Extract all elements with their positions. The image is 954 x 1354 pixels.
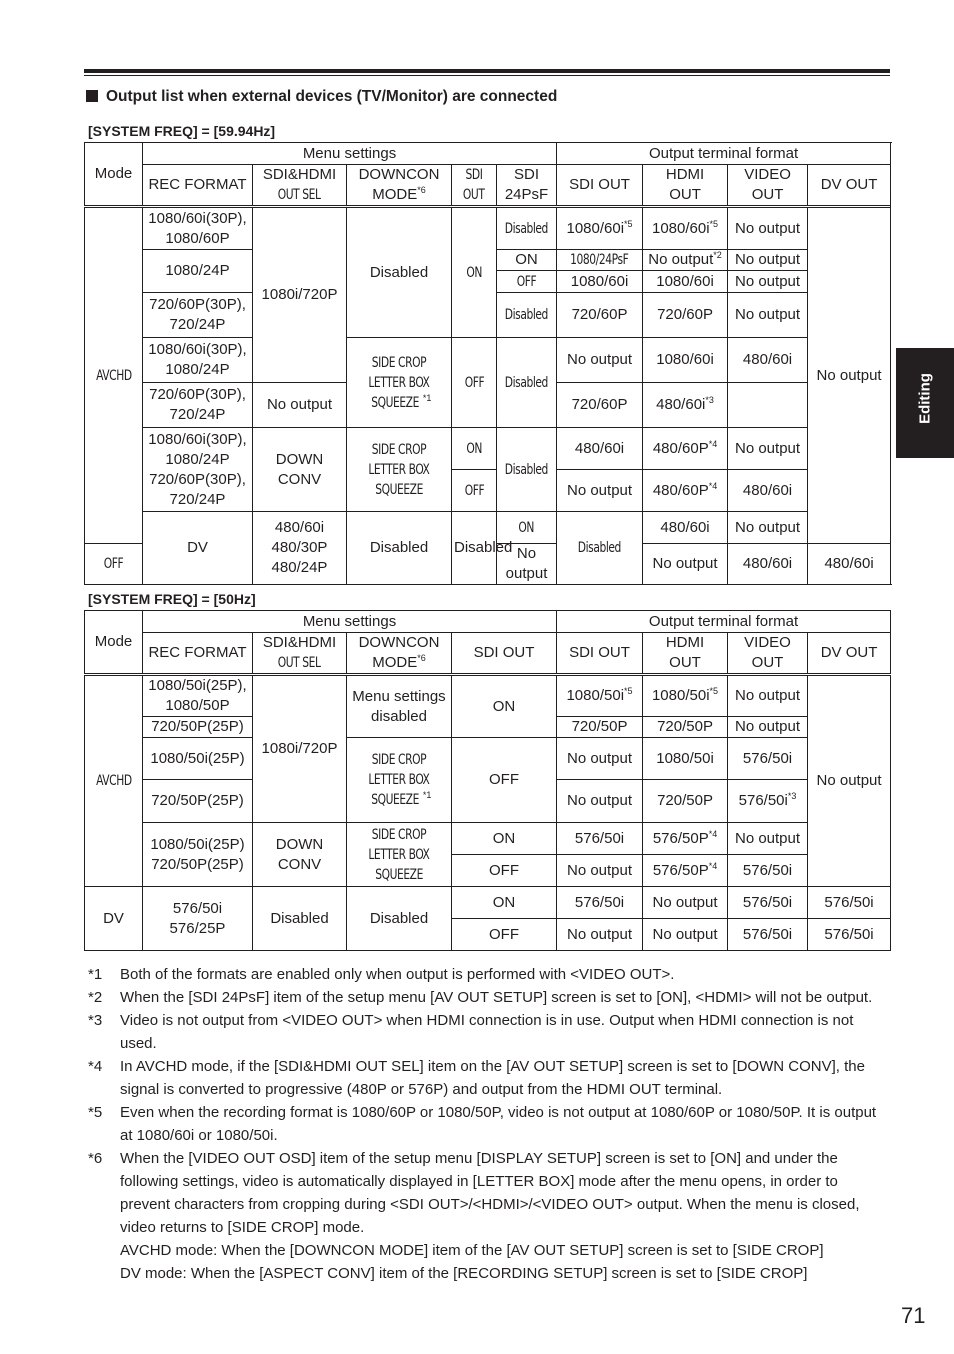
out-sel-cell: 1080i/720P [253,675,347,823]
rec-format-cell: 720/50P(25P) [143,717,253,738]
output-cell: 1080/60i [557,271,643,293]
rec-format-cell: 720/60P(30P), 720/24P [143,293,253,338]
menu-settings-header: Menu settings [143,143,557,165]
psf-cell: ON [497,250,557,271]
table2-caption: [SYSTEM FREQ] = [50Hz] [88,591,256,607]
dv-out-cell: 576/50i [808,887,891,919]
mode-header: Mode [85,143,143,207]
rec-format-cell: 480/60i 480/30P 480/24P [253,512,347,585]
output-cell: No output [728,271,808,293]
psf-cell: Disabled [497,428,557,512]
output-cell: No output [557,738,643,780]
table-header-row [85,633,891,675]
downcon-cell: SIDE CROP LETTER BOX SQUEEZE $^{*1}$ [347,338,452,428]
footnote: *2 When the [SDI 24PsF] item of the setup menu [AV OUT SETUP] screen is set to [ON], <HDMI> will not be output. [88,989,873,1006]
output-cell: 576/50i [728,919,808,951]
output-cell: $1080/60i^{*5}$ [643,207,728,250]
output-cell: No output [643,887,728,919]
output-cell: 480/60i [643,512,728,544]
sdi-out-format-header: SDI OUT [557,165,643,207]
output-cell: 720/60P [643,293,728,338]
output-cell: No output [728,675,808,717]
square-bullet-icon [86,90,98,102]
downcon-cell: Disabled [347,207,452,338]
output-cell: 576/50i [557,823,643,855]
output-cell: No output [557,780,643,823]
sdi-cell: OFF [452,738,557,823]
rec-format-header: REC FORMAT [143,165,253,207]
rec-format-cell: 1080/50i(25P), 1080/50P [143,675,253,717]
table-header-row [85,143,891,165]
rec-format-cell: 1080/60i(30P), 1080/24P [143,338,253,383]
output-cell: 1080/24PsF [557,250,643,271]
sdi-cell: OFF [452,855,557,887]
output-cell: No output [728,428,808,470]
dv-out-cell: No output [808,207,891,544]
output-cell: 720/60P [557,293,643,338]
psf-cell: Disabled [497,207,557,250]
table-row [85,675,891,717]
rec-format-cell: 1080/60i(30P), 1080/60P [143,207,253,250]
table-header-row [85,611,891,633]
output-cell: No output [728,207,808,250]
table-row [85,207,891,250]
hdmi-out-header: HDMI OUT [643,165,728,207]
sdi-cell: OFF [452,470,497,512]
output-cell: 576/50i [728,855,808,887]
sdi-cell: ON [452,887,557,919]
output-cell: No output [557,919,643,951]
output-cell: 480/60i [728,470,808,512]
hdmi-out-header: HDMI OUT [643,633,728,675]
mode-cell: AVCHD [85,207,143,544]
output-cell: No output [728,717,808,738]
footnote: *4 In AVCHD mode, if the [SDI&HDMI OUT SEL] item on the [AV OUT SETUP] screen is set to [DOWN CONV], the signal is converted to progressive (480P or 576P) and output from the HDMI OUT terminal. [88,1058,865,1098]
output-cell: No output [253,383,347,428]
table-row [85,738,891,780]
psf-cell: Disabled [497,293,557,338]
output-cell: No output$^{*2}$ [643,250,728,271]
dv-out-header: DV OUT [808,633,891,675]
table-row [85,887,891,919]
rec-format-cell: 720/50P(25P) [143,780,253,823]
mode-cell: DV [85,887,143,951]
output-cell: 720/50P [557,717,643,738]
table-row [85,338,891,383]
output-cell: $480/60P^{*4}$ [643,428,728,470]
sdi-cell: ON [452,428,497,470]
rec-format-cell: 720/60P(30P), 720/24P [143,383,253,428]
output-cell: 576/50i [728,887,808,919]
video-out-header: VIDEO OUT [728,633,808,675]
output-cell: No output [643,544,728,585]
footnote: *1 Both of the formats are enabled only when output is performed with <VIDEO OUT>. [88,966,675,983]
downcon-header: DOWNCON MODE$^{*6}$ [347,633,452,675]
downcon-cell: SIDE CROP LETTER BOX SQUEEZE [347,823,452,887]
sdi-24psf-header: SDI 24PsF [497,165,557,207]
top-rule-thin [84,75,890,76]
section-heading: Output list when external devices (TV/Monitor) are connected [86,88,557,106]
table1-caption: [SYSTEM FREQ] = [59.94Hz] [88,123,276,139]
output-cell: No output [557,855,643,887]
output-cell: $576/50P^{*4}$ [643,855,728,887]
page-number: 71 [901,1303,926,1328]
footnote: *3 Video is not output from <VIDEO OUT> when HDMI connection is in use. Output when HDMI connection is not used. [88,1012,854,1052]
output-cell: 1080/50i [643,738,728,780]
table-row [85,428,891,470]
output-cell: $1080/50i^{*5}$ [643,675,728,717]
output-cell: 480/60i [728,338,808,383]
output-cell: No output [643,919,728,951]
out-sel-cell: DOWN CONV [253,823,347,887]
table-header-row [85,165,891,207]
output-cell: No output [728,823,808,855]
dv-out-cell: 576/50i [808,919,891,951]
video-out-header: VIDEO OUT [728,165,808,207]
footnotes [88,963,888,1285]
psf-cell: Disabled [497,338,557,428]
output-cell: 480/60i [557,428,643,470]
mode-header: Mode [85,611,143,675]
sdi-out-format-header: SDI OUT [557,633,643,675]
downcon-cell: SIDE CROP LETTER BOX SQUEEZE [347,428,452,512]
downcon-cell: Disabled [347,887,452,951]
output-cell: 576/50i [728,738,808,780]
out-sel-header: SDI&HDMI OUT SEL [253,633,347,675]
table-5994hz [84,142,891,585]
output-cell: No output [728,512,808,544]
output-cell: No output [557,338,643,383]
footnote: *6 When the [VIDEO OUT OSD] item of the setup menu [DISPLAY SETUP] screen is set to [ON] and under the following settings, video is automatically displayed in [LETTER BOX] mode after the menu opens, in order to prevent characters from cropping during <SDI OUT>/<HDMI>/<VIDEO OUT> output. When the menu is closed, video returns to [SIDE CROP] mode. [88,1150,860,1236]
output-format-header: Output terminal format [557,611,891,633]
sdi-cell: OFF [85,544,143,585]
table-50hz [84,610,891,951]
rec-format-cell: 1080/24P [143,250,253,293]
output-cell: $480/60P^{*4}$ [643,470,728,512]
rec-format-cell: 1080/60i(30P), 1080/24P 720/60P(30P), 720/24P [143,428,253,512]
output-cell: $1080/60i^{*5}$ [557,207,643,250]
output-cell: 1080/60i [643,271,728,293]
dv-out-cell: No output [808,675,891,887]
menu-settings-header: Menu settings [143,611,557,633]
footnote: DV mode: When the [ASPECT CONV] item of the [RECORDING SETUP] screen is set to [SIDE CROP] [120,1265,808,1282]
downcon-header: DOWNCON MODE$^{*6}$ [347,165,452,207]
output-cell: 1080/60i [643,338,728,383]
output-cell: $480/60i^{*3}$ [643,383,728,428]
dv-out-header: DV OUT [808,165,891,207]
sdi-out-header: SDI OUT [452,633,557,675]
output-cell: No output [728,293,808,338]
rec-format-cell: 1080/50i(25P) [143,738,253,780]
footnote: *5 Even when the recording format is 1080/60P or 1080/50P, video is not output at 1080/60P or 1080/50P. It is output at 1080/60i or 1080/50i. [88,1104,877,1144]
output-cell: No output [728,250,808,271]
rec-format-cell: 1080/50i(25P) 720/50P(25P) [143,823,253,887]
sdi-out-header: SDI OUT [452,165,497,207]
output-cell: 576/50i [557,887,643,919]
output-cell: 480/60i [728,544,808,585]
output-format-header: Output terminal format [557,143,891,165]
rec-format-cell: 576/50i 576/25P [143,887,253,951]
mode-cell: AVCHD [85,675,143,887]
top-rule [84,69,890,73]
output-cell: 720/50P [643,780,728,823]
out-sel-cell: 1080i/720P [253,207,347,383]
output-cell: No output [557,470,643,512]
psf-cell: Disabled [557,512,643,585]
downcon-cell: Disabled [452,512,497,585]
output-cell: 720/50P [643,717,728,738]
downcon-cell: Menu settings disabled [347,675,452,738]
table-row [85,823,891,855]
out-sel-cell: DOWN CONV [253,428,347,512]
chapter-tab: Editing [896,348,954,458]
downcon-cell: SIDE CROP LETTER BOX SQUEEZE $^{*1}$ [347,738,452,823]
out-sel-header: SDI&HDMI OUT SEL [253,165,347,207]
output-cell: $576/50i^{*3}$ [728,780,808,823]
sdi-cell: ON [452,675,557,738]
sdi-cell: ON [452,823,557,855]
sdi-cell: ON [452,207,497,338]
sdi-cell: OFF [452,919,557,951]
psf-cell: OFF [497,271,557,293]
footnote: AVCHD mode: When the [DOWNCON MODE] item of the [AV OUT SETUP] screen is set to [SIDE CROP] [120,1242,824,1259]
mode-cell: DV [143,512,253,585]
out-sel-cell: Disabled [253,887,347,951]
output-cell: 720/60P [557,383,643,428]
table-row [85,512,891,544]
sdi-cell: OFF [452,338,497,428]
output-cell: No output [497,544,557,585]
output-cell: $576/50P^{*4}$ [643,823,728,855]
output-cell: $1080/50i^{*5}$ [557,675,643,717]
sdi-cell: ON [497,512,557,544]
dv-out-cell: 480/60i [808,544,891,585]
rec-format-header: REC FORMAT [143,633,253,675]
out-sel-cell: Disabled [347,512,452,585]
